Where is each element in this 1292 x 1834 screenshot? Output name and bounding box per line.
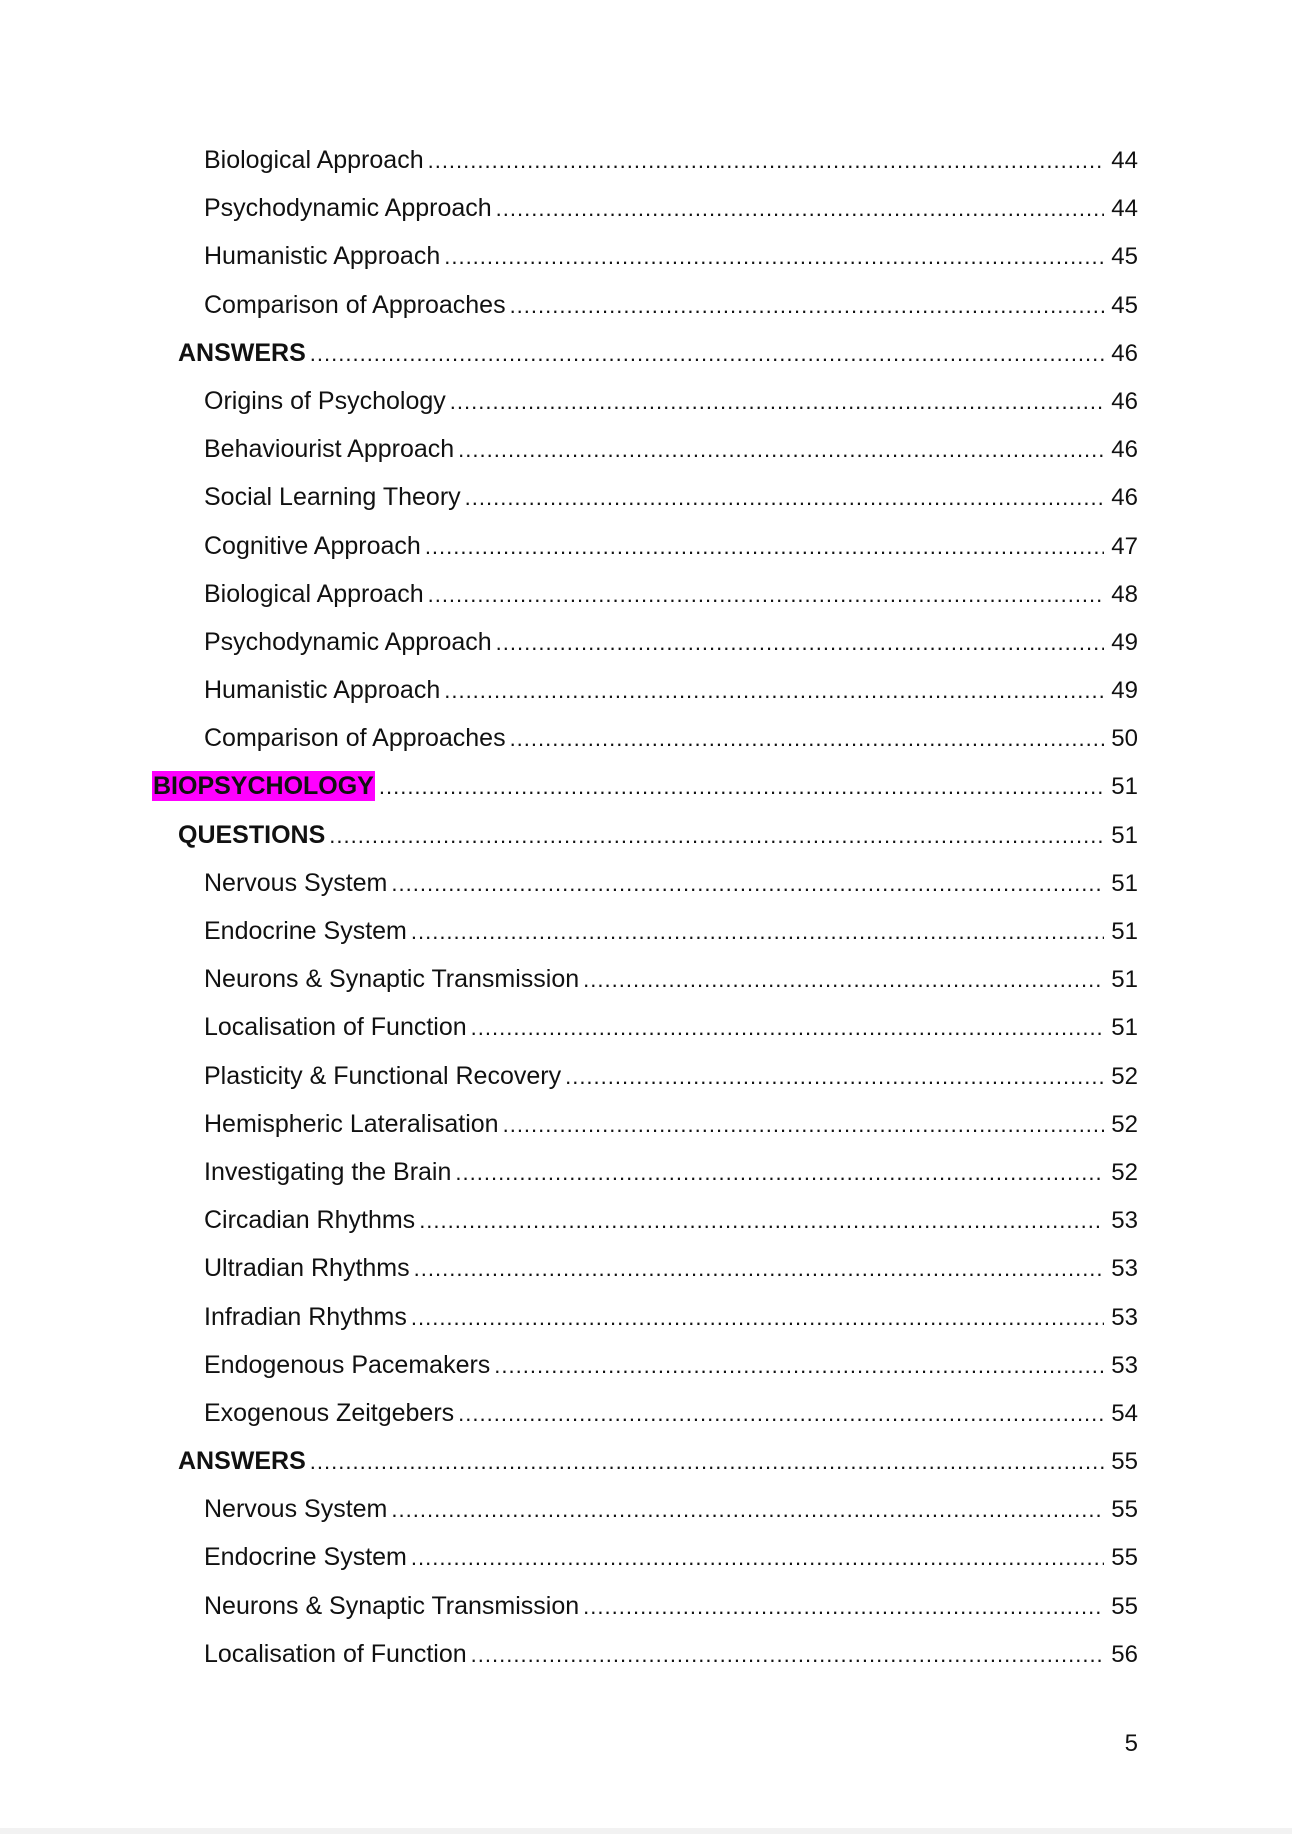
toc-entry[interactable]	[0, 1012, 1292, 1060]
toc-entry[interactable]	[0, 1109, 1292, 1157]
toc-page-number: 47	[1111, 532, 1138, 560]
toc-page-number: 44	[1111, 195, 1138, 223]
toc-entry[interactable]	[0, 1157, 1292, 1205]
toc-entry[interactable]	[0, 1639, 1292, 1687]
toc-topic-title: Comparison of Approaches	[204, 290, 506, 319]
toc-topic-title: Hemispheric Lateralisation	[204, 1109, 499, 1138]
toc-dot-leader	[411, 917, 1104, 947]
toc-dot-leader	[503, 1110, 1104, 1140]
toc-topic-title: Neurons & Synaptic Transmission	[204, 965, 580, 994]
toc-dot-leader	[444, 242, 1104, 272]
toc-dot-leader	[310, 339, 1104, 369]
toc-entry[interactable]	[0, 916, 1292, 964]
toc-topic-title: Comparison of Approaches	[204, 724, 506, 753]
toc-subsection-title: ANSWERS	[178, 338, 306, 367]
toc-dot-leader	[379, 772, 1104, 802]
toc-entry[interactable]	[0, 1061, 1292, 1109]
toc-topic-title: Nervous System	[204, 1495, 388, 1524]
page-bottom-edge	[0, 1828, 1292, 1834]
toc-entry[interactable]	[0, 434, 1292, 482]
toc-topic-title: Origins of Psychology	[204, 386, 446, 415]
toc-page-number: 51	[1111, 1014, 1138, 1042]
toc-topic-title: Ultradian Rhythms	[204, 1254, 410, 1283]
toc-entry[interactable]	[0, 193, 1292, 241]
toc-dot-leader	[310, 1447, 1104, 1477]
toc-topic-title: Endogenous Pacemakers	[204, 1350, 491, 1379]
toc-topic-title: Social Learning Theory	[204, 483, 461, 512]
toc-dot-leader	[414, 1254, 1104, 1284]
toc-entry[interactable]	[0, 771, 1292, 819]
toc-page-number: 46	[1111, 484, 1138, 512]
toc-subsection-title: ANSWERS	[178, 1447, 306, 1476]
toc-dot-leader	[391, 869, 1104, 899]
toc-dot-leader	[425, 532, 1104, 562]
toc-dot-leader	[444, 676, 1104, 706]
toc-entry[interactable]	[0, 482, 1292, 530]
toc-page-number: 49	[1111, 677, 1138, 705]
toc-page-number: 53	[1111, 1207, 1138, 1235]
toc-topic-title: Circadian Rhythms	[204, 1206, 416, 1235]
toc-topic-title: Psychodynamic Approach	[204, 627, 492, 656]
toc-dot-leader	[565, 1062, 1104, 1092]
toc-dot-leader	[428, 146, 1104, 176]
toc-entry[interactable]	[0, 723, 1292, 771]
toc-topic-title: Humanistic Approach	[204, 676, 441, 705]
toc-page-number: 53	[1111, 1303, 1138, 1331]
toc-entry[interactable]	[0, 1494, 1292, 1542]
toc-topic-title: Infradian Rhythms	[204, 1302, 407, 1331]
toc-entry[interactable]	[0, 820, 1292, 868]
toc-entry[interactable]	[0, 579, 1292, 627]
toc-dot-leader	[419, 1206, 1104, 1236]
toc-dot-leader	[583, 965, 1104, 995]
toc-entry[interactable]	[0, 1302, 1292, 1350]
toc-topic-title: Exogenous Zeitgebers	[204, 1398, 455, 1427]
toc-entry[interactable]	[0, 1205, 1292, 1253]
toc-dot-leader	[465, 483, 1104, 513]
toc-entry[interactable]	[0, 964, 1292, 1012]
toc-dot-leader	[458, 1399, 1104, 1429]
toc-entry[interactable]	[0, 675, 1292, 723]
toc-page-number: 56	[1111, 1640, 1138, 1668]
toc-topic-title: Localisation of Function	[204, 1013, 467, 1042]
toc-dot-leader	[391, 1495, 1104, 1525]
toc-entry[interactable]	[0, 1542, 1292, 1590]
toc-subsection-title: QUESTIONS	[178, 820, 326, 849]
toc-dot-leader	[494, 1351, 1104, 1381]
toc-entry[interactable]	[0, 1446, 1292, 1494]
toc-page-number: 51	[1111, 773, 1138, 801]
toc-page-number: 50	[1111, 725, 1138, 753]
toc-entry[interactable]	[0, 1253, 1292, 1301]
toc-topic-title: Endocrine System	[204, 1543, 407, 1572]
toc-page-number: 53	[1111, 1255, 1138, 1283]
toc-dot-leader	[455, 1158, 1104, 1188]
toc-page-number: 46	[1111, 339, 1138, 367]
toc-entry[interactable]	[0, 1591, 1292, 1639]
toc-page-number: 51	[1111, 821, 1138, 849]
toc-page-number: 51	[1111, 918, 1138, 945]
toc-page-number: 55	[1111, 1496, 1138, 1524]
toc-page-number: 46	[1111, 387, 1138, 415]
toc-entry[interactable]	[0, 627, 1292, 675]
toc-entry[interactable]	[0, 145, 1292, 193]
toc-section-title: BIOPSYCHOLOGY	[153, 772, 374, 801]
toc-topic-title: Biological Approach	[204, 579, 424, 608]
toc-page-number: 55	[1111, 1592, 1138, 1620]
toc-dot-leader	[458, 435, 1104, 465]
toc-dot-leader	[510, 291, 1104, 321]
toc-page-number: 52	[1111, 1158, 1138, 1186]
toc-entry[interactable]	[0, 290, 1292, 338]
toc-page-number: 49	[1111, 628, 1138, 656]
toc-entry[interactable]	[0, 1350, 1292, 1398]
toc-dot-leader	[471, 1013, 1104, 1043]
toc-topic-title: Neurons & Synaptic Transmission	[204, 1591, 580, 1620]
toc-entry[interactable]	[0, 868, 1292, 916]
toc-page-number: 51	[1111, 966, 1138, 994]
toc-page-number: 53	[1111, 1351, 1138, 1379]
toc-topic-title: Plasticity & Functional Recovery	[204, 1061, 562, 1090]
toc-topic-title: Investigating the Brain	[204, 1157, 452, 1186]
toc-page-number: 55	[1111, 1544, 1138, 1572]
toc-dot-leader	[471, 1640, 1104, 1670]
toc-topic-title: Cognitive Approach	[204, 531, 421, 560]
toc-entry[interactable]	[0, 531, 1292, 579]
toc-dot-leader	[411, 1543, 1104, 1573]
toc-topic-title: Psychodynamic Approach	[204, 194, 492, 223]
toc-topic-title: Nervous System	[204, 868, 388, 897]
toc-dot-leader	[496, 628, 1104, 658]
toc-topic-title: Behaviourist Approach	[204, 435, 455, 464]
toc-dot-leader	[329, 821, 1104, 851]
toc-dot-leader	[428, 580, 1104, 610]
toc-page-number: 45	[1111, 291, 1138, 319]
toc-page-number: 44	[1111, 147, 1138, 174]
toc-page-number: 46	[1111, 436, 1138, 464]
toc-page-number: 52	[1111, 1110, 1138, 1138]
toc-page-number: 55	[1111, 1448, 1138, 1476]
toc-dot-leader	[496, 194, 1104, 224]
toc-entry[interactable]	[0, 1398, 1292, 1446]
table-of-contents	[0, 145, 1292, 1687]
toc-topic-title: Biological Approach	[204, 146, 424, 174]
toc-entry[interactable]	[0, 241, 1292, 289]
toc-page-number: 54	[1111, 1399, 1138, 1427]
toc-dot-leader	[450, 387, 1104, 417]
toc-topic-title: Humanistic Approach	[204, 242, 441, 271]
toc-entry[interactable]	[0, 338, 1292, 386]
page-number: 5	[1124, 1730, 1138, 1757]
toc-page-number: 45	[1111, 243, 1138, 271]
toc-topic-title: Endocrine System	[204, 917, 407, 945]
toc-page-number: 51	[1111, 869, 1138, 897]
toc-page-number: 52	[1111, 1062, 1138, 1090]
toc-dot-leader	[411, 1303, 1104, 1333]
toc-dot-leader	[583, 1592, 1104, 1622]
toc-dot-leader	[510, 724, 1104, 754]
toc-entry[interactable]	[0, 386, 1292, 434]
toc-topic-title: Localisation of Function	[204, 1639, 467, 1668]
toc-page-number: 48	[1111, 580, 1138, 608]
